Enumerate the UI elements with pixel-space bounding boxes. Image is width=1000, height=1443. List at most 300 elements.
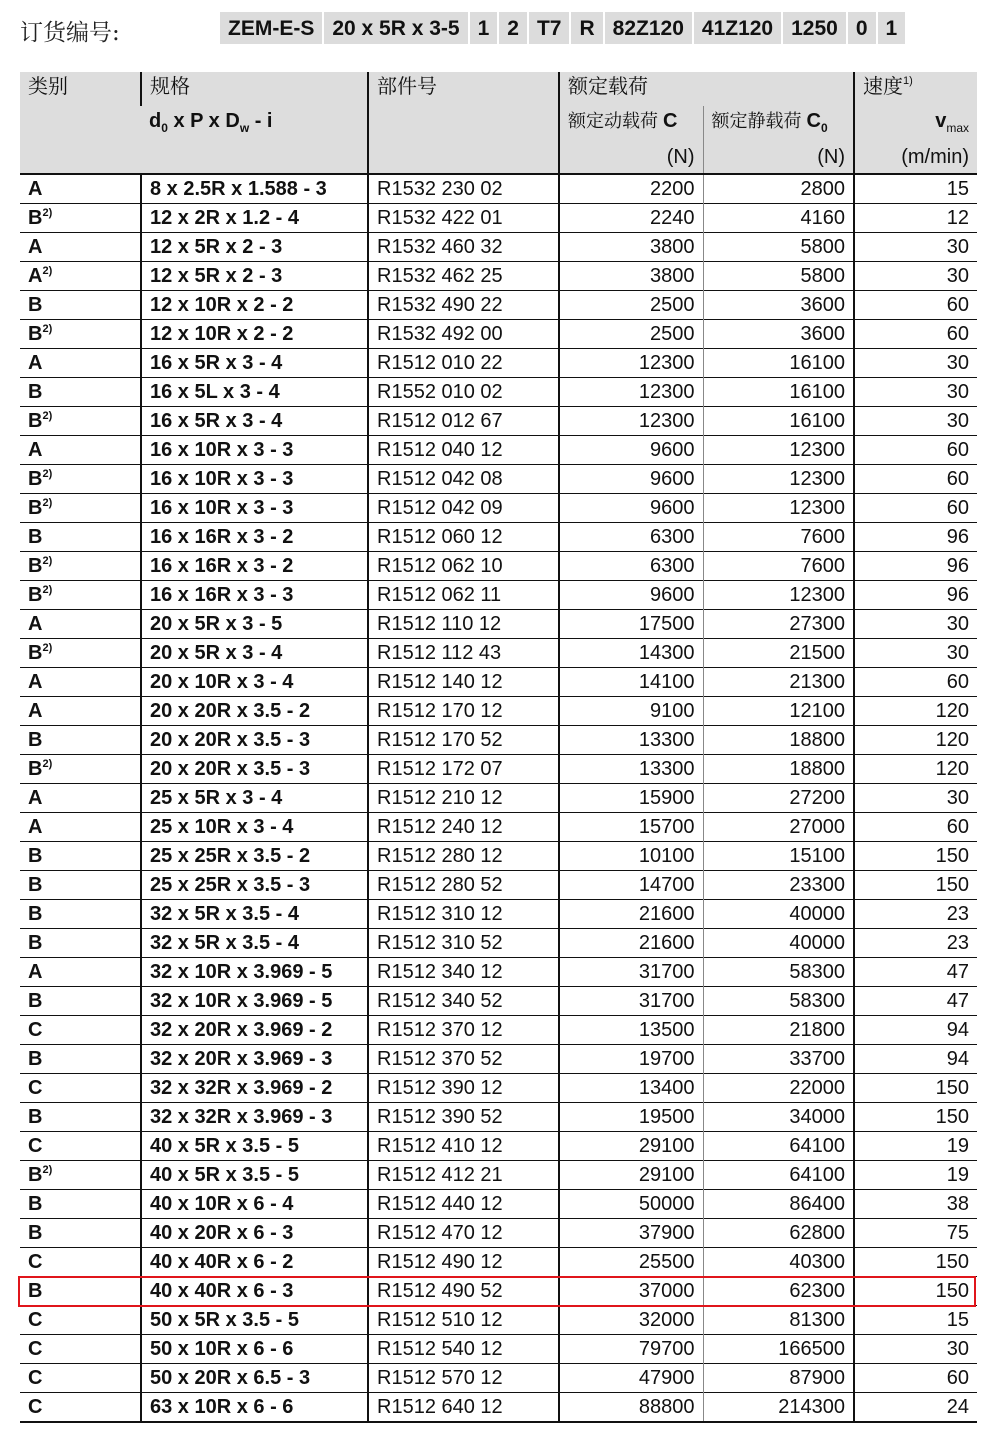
part-number-cell: R1532 492 00 <box>368 320 559 349</box>
max-speed-cell: 30 <box>854 610 977 639</box>
header-dyn-unit: (N) <box>559 143 703 174</box>
max-speed-cell: 23 <box>854 929 977 958</box>
dynamic-load-cell: 10100 <box>559 842 703 871</box>
order-code-segment: 1 <box>470 12 500 44</box>
category-cell: $B^{2)}$ <box>20 552 141 581</box>
max-speed-cell: 60 <box>854 813 977 842</box>
category-cell: A <box>20 349 141 378</box>
max-speed-cell: 60 <box>854 494 977 523</box>
table-row <box>20 1045 977 1074</box>
static-load-cell: 214300 <box>703 1393 854 1423</box>
spec-cell: 20 x 20R x 3.5 - 3 <box>141 755 368 784</box>
max-speed-cell: 150 <box>854 842 977 871</box>
category-cell: $B^{2)}$ <box>20 494 141 523</box>
max-speed-cell: 15 <box>854 1306 977 1335</box>
speed-footnote: 1) <box>903 75 913 87</box>
max-speed-cell: 150 <box>854 1248 977 1277</box>
dynamic-load-cell: 13300 <box>559 755 703 784</box>
spec-cell: 40 x 40R x 6 - 2 <box>141 1248 368 1277</box>
static-load-cell: 12300 <box>703 581 854 610</box>
static-load-cell: 21500 <box>703 639 854 668</box>
part-number-cell: R1512 170 52 <box>368 726 559 755</box>
max-speed-cell: 60 <box>854 465 977 494</box>
table-row <box>20 320 977 349</box>
part-number-cell: R1512 310 12 <box>368 900 559 929</box>
order-number-label: 订货编号: <box>20 20 120 46</box>
category-cell: $B^{2)}$ <box>20 1161 141 1190</box>
category-cell: A <box>20 436 141 465</box>
table-row <box>20 755 977 784</box>
dynamic-load-cell: 13500 <box>559 1016 703 1045</box>
dynamic-load-cell: 31700 <box>559 958 703 987</box>
spec-cell: 50 x 20R x 6.5 - 3 <box>141 1364 368 1393</box>
part-number-cell: R1512 280 52 <box>368 871 559 900</box>
part-number-cell: R1512 510 12 <box>368 1306 559 1335</box>
static-load-cell: 18800 <box>703 726 854 755</box>
table-row <box>20 1248 977 1277</box>
static-load-cell: 40000 <box>703 929 854 958</box>
static-load-cell: 81300 <box>703 1306 854 1335</box>
static-load-cell: 5800 <box>703 233 854 262</box>
static-load-cell: 4160 <box>703 204 854 233</box>
category-cell: C <box>20 1306 141 1335</box>
static-load-cell: 7600 <box>703 552 854 581</box>
max-speed-cell: 96 <box>854 552 977 581</box>
max-speed-cell: 94 <box>854 1016 977 1045</box>
static-load-cell: 3600 <box>703 320 854 349</box>
spec-cell: 20 x 20R x 3.5 - 3 <box>141 726 368 755</box>
max-speed-cell: 60 <box>854 668 977 697</box>
footnote-marker: 2) <box>42 410 53 422</box>
dynamic-load-cell: 19500 <box>559 1103 703 1132</box>
spec-cell: 25 x 25R x 3.5 - 3 <box>141 871 368 900</box>
part-number-cell: R1512 010 22 <box>368 349 559 378</box>
spec-cell: 25 x 25R x 3.5 - 2 <box>141 842 368 871</box>
max-speed-cell: 150 <box>854 1103 977 1132</box>
table-row-highlighted <box>20 1277 977 1306</box>
spec-cell: 63 x 10R x 6 - 6 <box>141 1393 368 1423</box>
table-row <box>20 1016 977 1045</box>
table-row <box>20 262 977 291</box>
part-number-cell: R1512 062 11 <box>368 581 559 610</box>
part-number-cell: R1532 230 02 <box>368 174 559 204</box>
category-cell: A <box>20 784 141 813</box>
part-number-cell: R1512 340 52 <box>368 987 559 1016</box>
static-load-cell: 16100 <box>703 349 854 378</box>
table-row <box>20 842 977 871</box>
spec-cell: 40 x 40R x 6 - 3 <box>141 1277 368 1306</box>
dynamic-load-cell: 14700 <box>559 871 703 900</box>
part-number-cell: R1512 210 12 <box>368 784 559 813</box>
static-load-cell: 16100 <box>703 407 854 436</box>
footnote-marker: 2) <box>42 1164 53 1176</box>
table-row <box>20 204 977 233</box>
table-row <box>20 291 977 320</box>
part-number-cell: R1512 310 52 <box>368 929 559 958</box>
header-speed-unit: (m/min) <box>854 143 977 174</box>
footnote-marker: 2) <box>42 468 53 480</box>
max-speed-cell: 120 <box>854 697 977 726</box>
table-row <box>20 1364 977 1393</box>
part-number-cell: R1512 490 52 <box>368 1277 559 1306</box>
part-number-cell: R1552 010 02 <box>368 378 559 407</box>
part-number-cell: R1512 170 12 <box>368 697 559 726</box>
footnote-marker: 2) <box>42 265 53 277</box>
spec-cell: 40 x 5R x 3.5 - 5 <box>141 1132 368 1161</box>
category-cell: C <box>20 1364 141 1393</box>
category-cell: A <box>20 610 141 639</box>
category-cell: A <box>20 958 141 987</box>
table-row <box>20 726 977 755</box>
table-row <box>20 581 977 610</box>
spec-cell: 12 x 10R x 2 - 2 <box>141 291 368 320</box>
order-code-strip <box>220 12 905 44</box>
static-load-cell: 21800 <box>703 1016 854 1045</box>
table-row <box>20 958 977 987</box>
part-number-cell: R1512 112 43 <box>368 639 559 668</box>
table-row <box>20 929 977 958</box>
category-cell: B <box>20 1219 141 1248</box>
spec-cell: 12 x 5R x 2 - 3 <box>141 233 368 262</box>
dynamic-load-cell: 32000 <box>559 1306 703 1335</box>
order-code-segment: R <box>571 12 604 44</box>
static-load-cell: 58300 <box>703 987 854 1016</box>
part-number-cell: R1532 462 25 <box>368 262 559 291</box>
header-spec-formula: $d_0$ x P x $D_w$ - i <box>141 106 368 174</box>
category-cell: B <box>20 523 141 552</box>
header-part-number: 部件号 <box>368 72 559 174</box>
category-cell: B <box>20 1277 141 1306</box>
static-load-cell: 166500 <box>703 1335 854 1364</box>
header-vmax: $v_{max}$ <box>854 106 977 143</box>
part-number-cell: R1512 280 12 <box>368 842 559 871</box>
table-row <box>20 1393 977 1423</box>
table-row <box>20 552 977 581</box>
category-cell: $B^{2)}$ <box>20 465 141 494</box>
static-load-cell: 62800 <box>703 1219 854 1248</box>
table-row <box>20 1074 977 1103</box>
category-cell: C <box>20 1132 141 1161</box>
category-cell: B <box>20 1190 141 1219</box>
dynamic-load-cell: 47900 <box>559 1364 703 1393</box>
max-speed-cell: 12 <box>854 204 977 233</box>
static-load-cell: 87900 <box>703 1364 854 1393</box>
max-speed-cell: 120 <box>854 755 977 784</box>
max-speed-cell: 47 <box>854 987 977 1016</box>
dynamic-load-cell: 2200 <box>559 174 703 204</box>
order-code-segment: 1250 <box>783 12 848 44</box>
part-number-cell: R1512 140 12 <box>368 668 559 697</box>
part-number-cell: R1532 460 32 <box>368 233 559 262</box>
dynamic-load-cell: 29100 <box>559 1161 703 1190</box>
dynamic-load-cell: 15900 <box>559 784 703 813</box>
static-load-cell: 18800 <box>703 755 854 784</box>
category-cell: B <box>20 291 141 320</box>
dynamic-load-cell: 9600 <box>559 494 703 523</box>
part-number-cell: R1512 440 12 <box>368 1190 559 1219</box>
static-load-cell: 62300 <box>703 1277 854 1306</box>
static-load-cell: 7600 <box>703 523 854 552</box>
footnote-marker: 2) <box>42 207 53 219</box>
spec-cell: 40 x 5R x 3.5 - 5 <box>141 1161 368 1190</box>
dynamic-load-cell: 12300 <box>559 378 703 407</box>
dynamic-load-cell: 2500 <box>559 320 703 349</box>
spec-cell: 32 x 20R x 3.969 - 3 <box>141 1045 368 1074</box>
table-row <box>20 407 977 436</box>
table-row <box>20 987 977 1016</box>
max-speed-cell: 23 <box>854 900 977 929</box>
table-row <box>20 1306 977 1335</box>
ball-screw-spec-table <box>20 72 977 1423</box>
category-cell: $B^{2)}$ <box>20 204 141 233</box>
category-cell: A <box>20 697 141 726</box>
dynamic-load-cell: 9600 <box>559 436 703 465</box>
order-code-segment: ZEM-E-S <box>220 12 324 44</box>
dynamic-load-cell: 14100 <box>559 668 703 697</box>
category-cell: A <box>20 668 141 697</box>
max-speed-cell: 60 <box>854 436 977 465</box>
static-load-cell: 21300 <box>703 668 854 697</box>
static-load-cell: 27000 <box>703 813 854 842</box>
category-cell: A <box>20 813 141 842</box>
table-row <box>20 668 977 697</box>
category-cell: C <box>20 1393 141 1423</box>
header-static-load: 额定静载荷 $C_0$ <box>703 106 854 143</box>
max-speed-cell: 30 <box>854 349 977 378</box>
dynamic-load-cell: 50000 <box>559 1190 703 1219</box>
max-speed-cell: 96 <box>854 523 977 552</box>
part-number-cell: R1512 110 12 <box>368 610 559 639</box>
header-rated-load: 额定载荷 <box>559 72 854 106</box>
category-cell: $B^{2)}$ <box>20 639 141 668</box>
dynamic-load-cell: 9100 <box>559 697 703 726</box>
category-cell: $A^{2)}$ <box>20 262 141 291</box>
static-load-cell: 64100 <box>703 1161 854 1190</box>
spec-cell: 40 x 20R x 6 - 3 <box>141 1219 368 1248</box>
part-number-cell: R1512 240 12 <box>368 813 559 842</box>
dynamic-load-cell: 79700 <box>559 1335 703 1364</box>
dynamic-load-cell: 6300 <box>559 523 703 552</box>
static-load-cell: 12100 <box>703 697 854 726</box>
dynamic-load-cell: 12300 <box>559 407 703 436</box>
spec-cell: 16 x 10R x 3 - 3 <box>141 465 368 494</box>
part-number-cell: R1512 640 12 <box>368 1393 559 1423</box>
spec-cell: 20 x 5R x 3 - 5 <box>141 610 368 639</box>
max-speed-cell: 19 <box>854 1161 977 1190</box>
static-load-cell: 12300 <box>703 436 854 465</box>
footnote-marker: 2) <box>42 758 53 770</box>
table-row <box>20 174 977 204</box>
dynamic-load-cell: 14300 <box>559 639 703 668</box>
table-row <box>20 610 977 639</box>
category-cell: C <box>20 1335 141 1364</box>
spec-cell: 20 x 5R x 3 - 4 <box>141 639 368 668</box>
table-row <box>20 436 977 465</box>
spec-cell: 32 x 10R x 3.969 - 5 <box>141 987 368 1016</box>
spec-cell: 32 x 5R x 3.5 - 4 <box>141 929 368 958</box>
dynamic-load-cell: 12300 <box>559 349 703 378</box>
max-speed-cell: 150 <box>854 1074 977 1103</box>
footnote-marker: 2) <box>42 555 53 567</box>
dynamic-load-cell: 31700 <box>559 987 703 1016</box>
table-row <box>20 1103 977 1132</box>
category-cell: B <box>20 871 141 900</box>
table-row <box>20 1190 977 1219</box>
max-speed-cell: 60 <box>854 1364 977 1393</box>
spec-cell: 20 x 20R x 3.5 - 2 <box>141 697 368 726</box>
spec-cell: 40 x 10R x 6 - 4 <box>141 1190 368 1219</box>
part-number-cell: R1512 470 12 <box>368 1219 559 1248</box>
order-code-segment: 20 x 5R x 3-5 <box>324 12 469 44</box>
static-load-cell: 33700 <box>703 1045 854 1074</box>
header-spec: 规格 <box>141 72 368 106</box>
dynamic-load-cell: 17500 <box>559 610 703 639</box>
part-number-cell: R1532 422 01 <box>368 204 559 233</box>
category-cell: B <box>20 929 141 958</box>
spec-cell: 16 x 5L x 3 - 4 <box>141 378 368 407</box>
dynamic-load-cell: 21600 <box>559 929 703 958</box>
table-row <box>20 900 977 929</box>
table-row <box>20 1132 977 1161</box>
static-load-cell: 23300 <box>703 871 854 900</box>
dynamic-load-cell: 13300 <box>559 726 703 755</box>
part-number-cell: R1512 370 12 <box>368 1016 559 1045</box>
max-speed-cell: 30 <box>854 262 977 291</box>
dynamic-load-cell: 2240 <box>559 204 703 233</box>
dynamic-load-cell: 21600 <box>559 900 703 929</box>
max-speed-cell: 30 <box>854 407 977 436</box>
static-load-cell: 58300 <box>703 958 854 987</box>
part-number-cell: R1512 412 21 <box>368 1161 559 1190</box>
spec-cell: 50 x 5R x 3.5 - 5 <box>141 1306 368 1335</box>
max-speed-cell: 75 <box>854 1219 977 1248</box>
part-number-cell: R1532 490 22 <box>368 291 559 320</box>
spec-cell: 16 x 16R x 3 - 3 <box>141 581 368 610</box>
header-category: 类别 <box>20 72 141 174</box>
static-load-cell: 86400 <box>703 1190 854 1219</box>
spec-cell: 32 x 5R x 3.5 - 4 <box>141 900 368 929</box>
category-cell: $B^{2)}$ <box>20 407 141 436</box>
category-cell: B <box>20 842 141 871</box>
order-code-segment: 0 <box>848 12 878 44</box>
static-load-cell: 15100 <box>703 842 854 871</box>
spec-cell: 32 x 10R x 3.969 - 5 <box>141 958 368 987</box>
max-speed-cell: 38 <box>854 1190 977 1219</box>
header-speed: 速度$^{1)}$ <box>854 72 977 106</box>
max-speed-cell: 47 <box>854 958 977 987</box>
dynamic-load-cell: 37000 <box>559 1277 703 1306</box>
header-static-unit: (N) <box>703 143 854 174</box>
static-load-cell: 22000 <box>703 1074 854 1103</box>
footnote-marker: 2) <box>42 497 53 509</box>
part-number-cell: R1512 570 12 <box>368 1364 559 1393</box>
max-speed-cell: 60 <box>854 291 977 320</box>
footnote-marker: 2) <box>42 584 53 596</box>
category-cell: C <box>20 1016 141 1045</box>
table-row <box>20 784 977 813</box>
spec-cell: 8 x 2.5R x 1.588 - 3 <box>141 174 368 204</box>
footnote-marker: 2) <box>42 642 53 654</box>
spec-cell: 25 x 10R x 3 - 4 <box>141 813 368 842</box>
part-number-cell: R1512 410 12 <box>368 1132 559 1161</box>
order-code-segment: 41Z120 <box>694 12 783 44</box>
dynamic-load-cell: 15700 <box>559 813 703 842</box>
dynamic-load-cell: 88800 <box>559 1393 703 1423</box>
footnote-marker: 2) <box>42 323 53 335</box>
category-cell: $B^{2)}$ <box>20 581 141 610</box>
static-load-cell: 12300 <box>703 465 854 494</box>
category-cell: A <box>20 174 141 204</box>
spec-cell: 16 x 5R x 3 - 4 <box>141 349 368 378</box>
max-speed-cell: 150 <box>854 1277 977 1306</box>
spec-cell: 32 x 32R x 3.969 - 2 <box>141 1074 368 1103</box>
dynamic-load-cell: 25500 <box>559 1248 703 1277</box>
dynamic-load-cell: 19700 <box>559 1045 703 1074</box>
table-row <box>20 378 977 407</box>
category-cell: A <box>20 233 141 262</box>
part-number-cell: R1512 340 12 <box>368 958 559 987</box>
part-number-cell: R1512 012 67 <box>368 407 559 436</box>
max-speed-cell: 150 <box>854 871 977 900</box>
static-load-cell: 3600 <box>703 291 854 320</box>
table-row <box>20 871 977 900</box>
max-speed-cell: 60 <box>854 320 977 349</box>
part-number-cell: R1512 390 52 <box>368 1103 559 1132</box>
category-cell: $B^{2)}$ <box>20 755 141 784</box>
max-speed-cell: 96 <box>854 581 977 610</box>
table-row <box>20 1161 977 1190</box>
max-speed-cell: 19 <box>854 1132 977 1161</box>
category-cell: C <box>20 1248 141 1277</box>
spec-cell: 12 x 5R x 2 - 3 <box>141 262 368 291</box>
category-cell: B <box>20 1045 141 1074</box>
category-cell: B <box>20 900 141 929</box>
category-cell: B <box>20 378 141 407</box>
table-row <box>20 1335 977 1364</box>
dynamic-load-cell: 3800 <box>559 233 703 262</box>
max-speed-cell: 120 <box>854 726 977 755</box>
table-row <box>20 233 977 262</box>
dynamic-load-cell: 6300 <box>559 552 703 581</box>
static-load-cell: 12300 <box>703 494 854 523</box>
dynamic-load-cell: 37900 <box>559 1219 703 1248</box>
part-number-cell: R1512 062 10 <box>368 552 559 581</box>
dynamic-load-cell: 9600 <box>559 465 703 494</box>
static-load-cell: 34000 <box>703 1103 854 1132</box>
spec-cell: 50 x 10R x 6 - 6 <box>141 1335 368 1364</box>
category-cell: B <box>20 987 141 1016</box>
spec-cell: 25 x 5R x 3 - 4 <box>141 784 368 813</box>
table-row <box>20 523 977 552</box>
header-dynamic-load: 额定动载荷 C <box>559 106 703 143</box>
table-row <box>20 465 977 494</box>
spec-cell: 20 x 10R x 3 - 4 <box>141 668 368 697</box>
spec-cell: 16 x 10R x 3 - 3 <box>141 436 368 465</box>
part-number-cell: R1512 540 12 <box>368 1335 559 1364</box>
order-code-segment: 1 <box>885 17 898 40</box>
part-number-cell: R1512 390 12 <box>368 1074 559 1103</box>
max-speed-cell: 30 <box>854 784 977 813</box>
static-load-cell: 27200 <box>703 784 854 813</box>
table-row <box>20 639 977 668</box>
spec-cell: 12 x 10R x 2 - 2 <box>141 320 368 349</box>
spec-cell: 16 x 10R x 3 - 3 <box>141 494 368 523</box>
static-load-cell: 40300 <box>703 1248 854 1277</box>
table-row <box>20 349 977 378</box>
static-load-cell: 2800 <box>703 174 854 204</box>
dynamic-load-cell: 9600 <box>559 581 703 610</box>
spec-cell: 32 x 20R x 3.969 - 2 <box>141 1016 368 1045</box>
